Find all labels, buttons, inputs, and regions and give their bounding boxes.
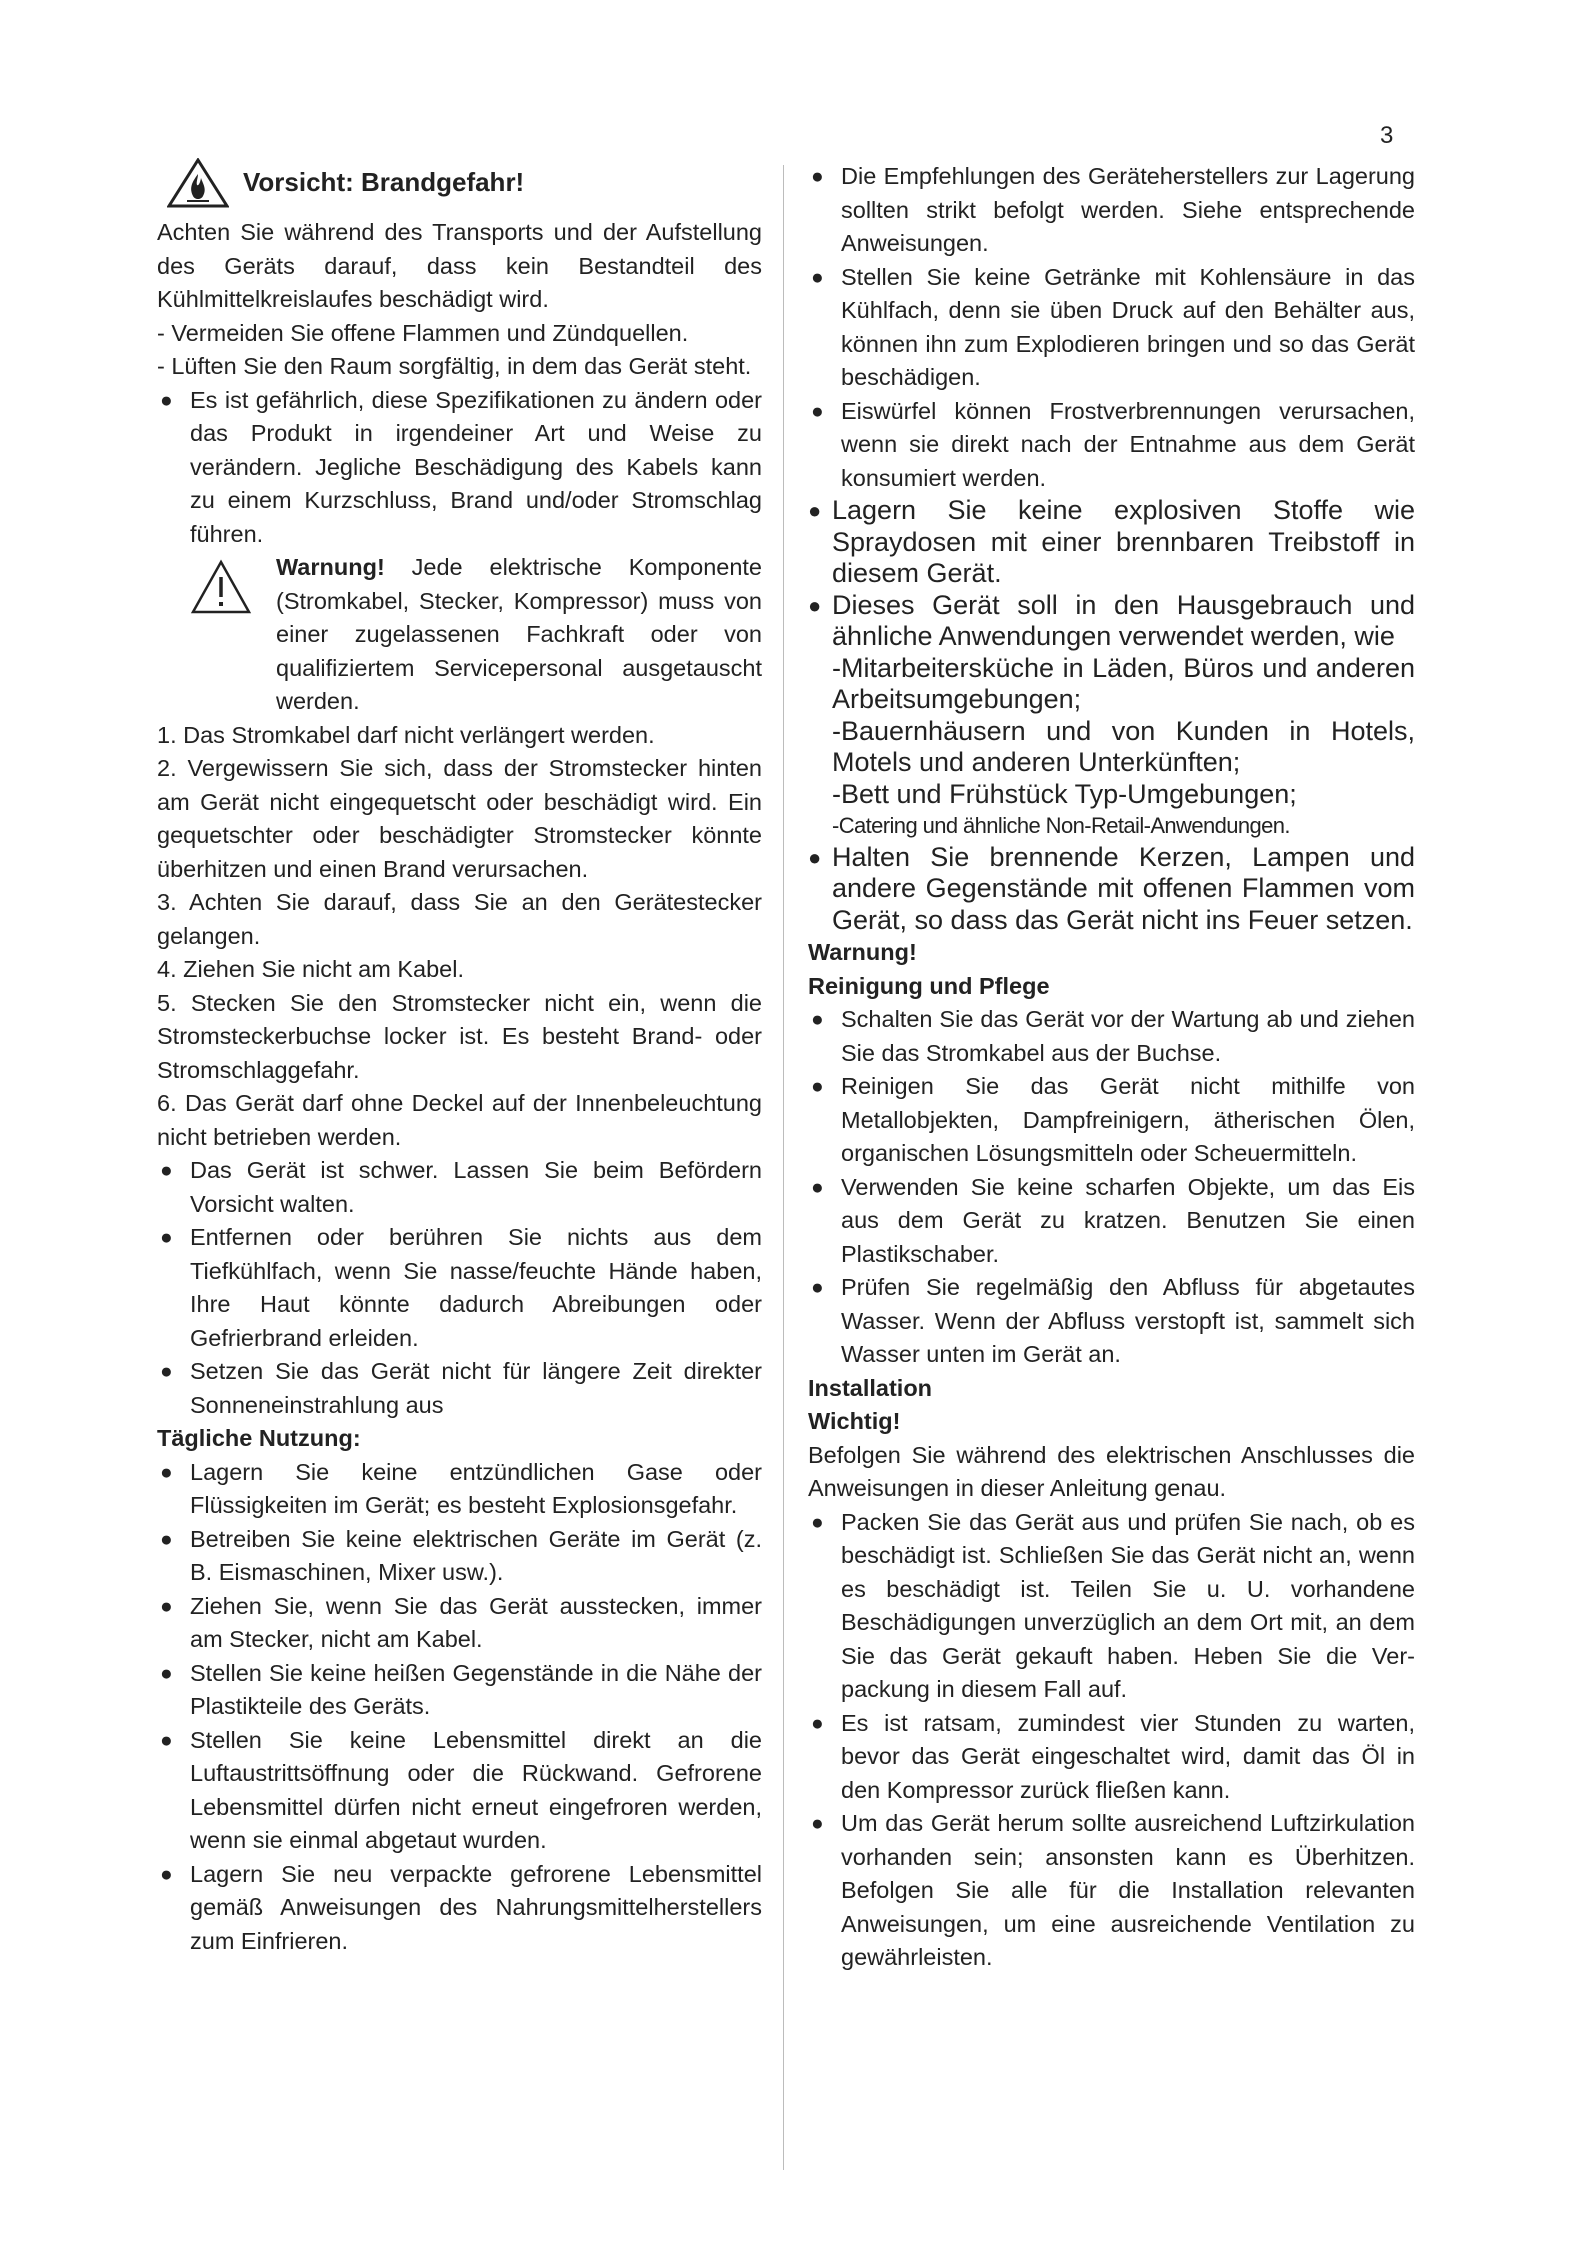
bullet-icon: ● (160, 1661, 173, 1685)
list-item: ● Packen Sie das Gerät aus und prüfen Sie nach, ob es beschädigt ist. Schließen Sie das Gerät nicht an, wenn es beschädigt ist. Teilen Sie u. U. vorhandene Beschädigungen unverzüglich an dem Ort mit, an dem Sie das Gerät gekauft haben. Heben Sie die Ver-packung in diesem Fall auf. (808, 1506, 1415, 1707)
list-item: ● Prüfen Sie regelmäßig den Abfluss für abgetautes Wasser. Wenn der Abfluss verstopft ist, sammelt sich Wasser unten im Gerät an. (808, 1271, 1415, 1372)
bullet-icon: ● (811, 1175, 824, 1199)
bullet-icon: ● (811, 399, 824, 423)
bullet-icon: ● (160, 388, 173, 412)
numbered-item: 3. Achten Sie darauf, dass Sie an den Gerätestecker gelangen. (157, 889, 762, 949)
list-item: ● Entfernen oder berühren Sie nichts aus dem Tiefkühlfach, wenn Sie nasse/feuchte Hände haben, Ihre Haut könnte dadurch Abreibungen oder Gefrierbrand erleiden. (157, 1221, 762, 1355)
column-divider (783, 165, 784, 2170)
dash-item: - Lüften Sie den Raum sorgfältig, in dem das Gerät steht. (157, 353, 752, 379)
list-item: ● Stellen Sie keine Getränke mit Kohlensäure in das Kühlfach, denn sie üben Druck auf den Behälter aus, können ihn zum Explodieren bringen und so das Gerät beschädigen. (808, 261, 1415, 395)
page-number: 3 (1380, 122, 1394, 149)
numbered-item: 5. Stecken Sie den Stromstecker nicht ein, wenn die Stromsteckerbuchse locker ist. Es besteht Brand- oder Stromschlaggefahr. (157, 989, 762, 1083)
list-item: ● Stellen Sie keine heißen Gegenstände in die Nähe der Plastikteile des Geräts. (157, 1657, 762, 1724)
fire-warning-heading (157, 160, 762, 206)
install-intro: Befolgen Sie während des elektrischen Anschlusses die Anweisungen in dieser Anleitung genau. (808, 1441, 1415, 1501)
bullet-icon: ● (808, 592, 822, 618)
list-item: ● Es ist ratsam, zumindest vier Stunden zu warten, bevor das Gerät eingeschaltet wird, damit das Öl in den Kompressor zurück fließen kann. (808, 1707, 1415, 1808)
bullet-icon: ● (160, 1460, 173, 1484)
list-item: ● Das Gerät ist schwer. Lassen Sie beim Befördern Vorsicht walten. (157, 1154, 762, 1221)
list-item: ● Stellen Sie keine Lebensmittel direkt an die Luftaustrittsöffnung oder die Rückwand. Gefrorene Lebensmittel dürfen nicht erneut eingefroren werden, wenn sie einmal abgetaut wurden. (157, 1724, 762, 1858)
list-item: ● Lagern Sie neu verpackte gefrorene Lebensmittel gemäß Anweisungen des Nahrungsmittelherstellers zum Einfrieren. (157, 1858, 762, 1959)
bullet-icon: ● (160, 1594, 173, 1618)
list-item: ● Ziehen Sie, wenn Sie das Gerät ausstecken, immer am Stecker, nicht am Kabel. (157, 1590, 762, 1657)
list-item: ● Die Empfehlungen des Geräteherstellers zur Lagerung sollten strikt befolgt werden. Siehe entsprechende Anweisungen. (808, 160, 1415, 261)
bullet-icon: ● (811, 165, 824, 188)
list-item: ● Eiswürfel können Frostverbrennungen verursachen, wenn sie direkt nach der Entnahme aus dem Gerät konsumiert werden. (808, 395, 1415, 496)
numbered-item: 2. Vergewissern Sie sich, dass der Stromstecker hinten am Gerät nicht eingequetscht oder beschädigt wird. Ein gequetschter oder beschädigter Stromstecker könnte überhitzen und einen Brand verursachen. (157, 755, 762, 882)
bullet-icon: ● (811, 1812, 824, 1835)
bullet-icon: ● (808, 498, 822, 523)
bullet-icon: ● (811, 1510, 824, 1534)
bullet-icon: ● (160, 1226, 173, 1249)
numbered-item: 1. Das Stromkabel darf nicht verlängert werden. (157, 721, 655, 748)
bullet-icon: ● (160, 1159, 173, 1182)
warning-label: Warnung! (808, 939, 917, 965)
numbered-item: 4. Ziehen Sie nicht am Kabel. (157, 956, 464, 982)
bullet-icon: ● (160, 1360, 173, 1383)
sub-item: -Catering und ähnliche Non-Retail-Anwendungen. (832, 813, 1290, 838)
bullet-icon: ● (808, 844, 822, 870)
bullet-icon: ● (811, 1075, 824, 1098)
sub-item: -Bett und Frühstück Typ-Umgebungen; (832, 778, 1297, 809)
list-item: ● Verwenden Sie keine scharfen Objekte, um das Eis aus dem Gerät zu kratzen. Benutzen Sie einen Plastikschaber. (808, 1171, 1415, 1272)
list-item: ● Schalten Sie das Gerät vor der Wartung ab und ziehen Sie das Stromkabel aus der Buchse. (808, 1003, 1415, 1070)
list-item: ● Betreiben Sie keine elektrischen Geräte im Gerät (z. B. Eismaschinen, Mixer usw.). (157, 1523, 762, 1590)
section-heading: Reinigung und Pflege (808, 972, 1050, 999)
bullet-icon: ● (811, 1711, 824, 1735)
sub-item: -Mitarbeitersküche in Läden, Büros und anderen Arbeitsumgebungen; (832, 652, 1415, 714)
list-item: ● Setzen Sie das Gerät nicht für längere Zeit direkter Sonneneinstrahlung aus (157, 1355, 762, 1422)
dash-item: - Vermeiden Sie offene Flammen und Zündquellen. (157, 319, 689, 346)
bullet-icon: ● (811, 1276, 824, 1299)
electrical-warning-block (190, 551, 762, 719)
important-label: Wichtig! (808, 1408, 901, 1434)
bullet-icon: ● (160, 1527, 173, 1551)
numbered-item: 6. Das Gerät darf ohne Deckel auf der Innenbeleuchtung nicht betrieben werden. (157, 1090, 762, 1150)
bullet-icon: ● (811, 265, 824, 289)
right-column (808, 160, 1415, 1975)
warning-text: Jede elektrische Komponente (Stromkabel, Stecker, Kompressor) muss von einer zugelassenen Fachkraft oder von qualifiziertem Servicepersonal ausgetauscht werden. (276, 554, 762, 714)
warning-label: Warnung! (276, 554, 385, 580)
large-print-block (808, 495, 1415, 936)
list-item: ● Es ist gefährlich, diese Spezifikationen zu ändern oder das Produkt in irgendeiner Art und Weise zu verändern. Jegliche Beschädigung des Kabels kann zu einem Kurzschluss, Brand und/oder Stromschlag führen. (157, 384, 762, 552)
list-item: ● Lagern Sie keine entzündlichen Gase oder Flüssigkeiten im Gerät; es besteht Explosionsgefahr. (157, 1456, 762, 1523)
list-item: ● Reinigen Sie das Gerät nicht mithilfe von Metallobjekten, Dampfreinigern, ätherischen Ölen, organischen Lösungsmitteln oder Scheuermitteln. (808, 1070, 1415, 1171)
bullet-icon: ● (160, 1862, 173, 1886)
list-item: ● Um das Gerät herum sollte ausreichend Luftzirkulation vorhanden sein; ansonsten kann es Überhitzen. Befolgen Sie alle für die Installation relevanten Anweisungen, um eine ausreichende Ventilation zu gewährleisten. (808, 1807, 1415, 1975)
left-column (157, 160, 762, 1958)
warning-triangle-icon (190, 551, 276, 719)
warning-title: Vorsicht: Brandgefahr! (243, 167, 525, 198)
intro-text: Achten Sie während des Transports und der Aufstellung des Geräts darauf, dass kein Bestandteil des Kühlmittelkreislaufes beschädigt wird. (157, 219, 762, 312)
bullet-icon: ● (160, 1728, 173, 1752)
sub-item: -Bauernhäusern und von Kunden in Hotels, Motels und anderen Unterkünften; (832, 715, 1415, 777)
flammable-warning-icon (167, 158, 229, 208)
bullet-icon: ● (811, 1008, 824, 1031)
list-item: ● Lagern Sie keine explosiven Stoffe wie Spraydosen mit einer brennbaren Treibstoff in diesem Gerät. (808, 495, 1415, 588)
list-item: ● Dieses Gerät soll in den Hausgebrauch und ähnliche Anwendungen verwendet werden, wie (808, 589, 1415, 651)
list-item: ● Halten Sie brennende Kerzen, Lampen und andere Gegenstände mit offenen Flammen vom Gerät, so dass das Gerät nicht ins Feuer setzen. (808, 841, 1415, 935)
section-heading: Tägliche Nutzung: (157, 1425, 361, 1451)
section-heading: Installation (808, 1374, 933, 1401)
